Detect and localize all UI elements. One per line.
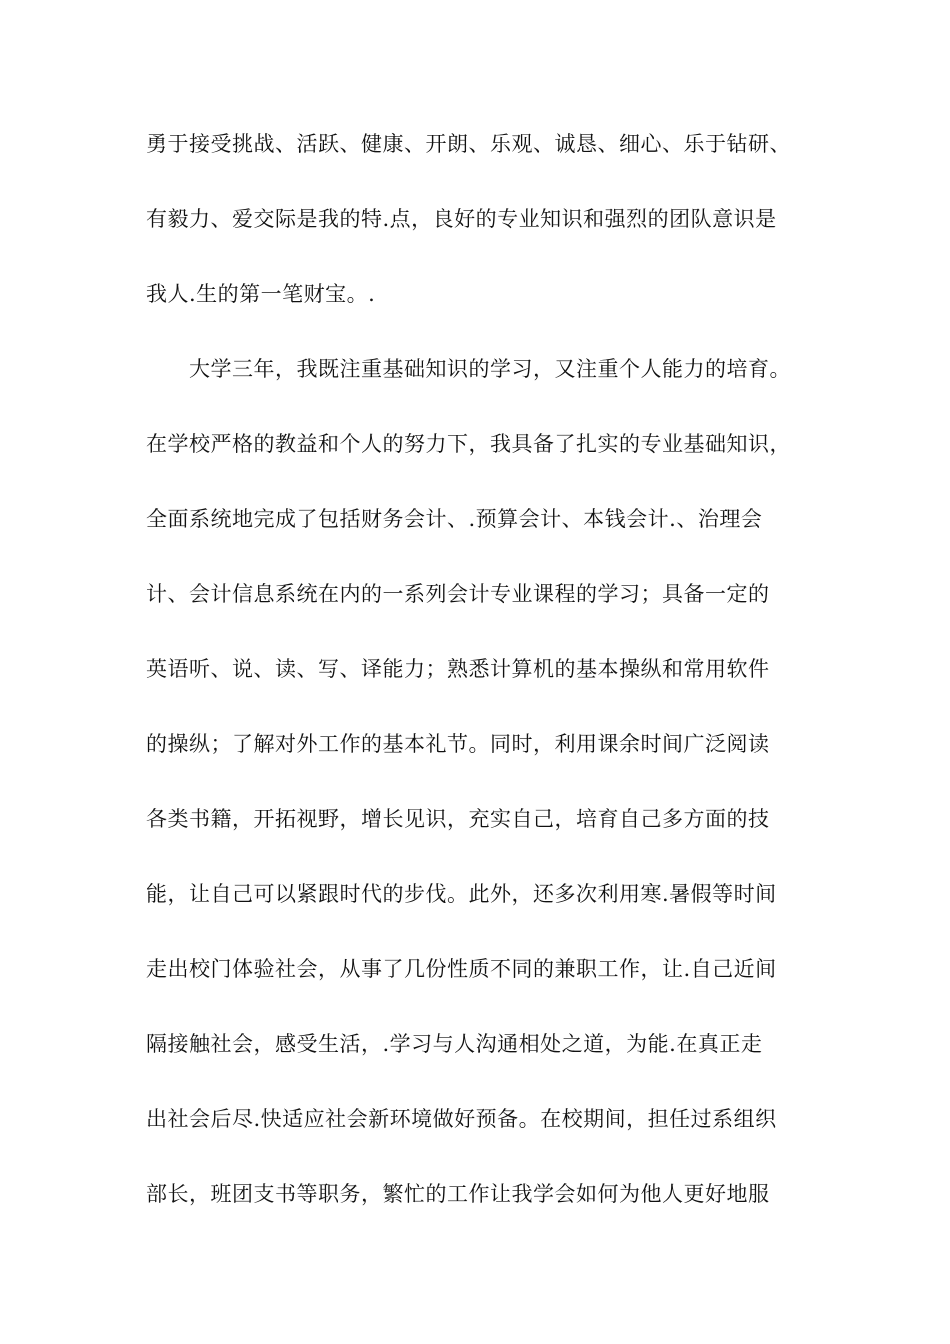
text-line: 的操纵；了解对外工作的基本礼节。同时，利用课余时间广泛阅读: [146, 732, 770, 756]
paragraph-first-line: 大学三年，我既注重基础知识的学习，又注重个人能力的培育。: [189, 357, 791, 381]
text-line: 勇于接受挑战、活跃、健康、开朗、乐观、诚恳、细心、乐于钻研、: [146, 132, 791, 156]
text-line: 部长，班团支书等职务，繁忙的工作让我学会如何为他人更好地服: [146, 1182, 770, 1206]
text-line: 计、会计信息系统在内的一系列会计专业课程的学习；具备一定的: [146, 582, 770, 606]
text-line: 有毅力、爱交际是我的特.点，良好的专业知识和强烈的团队意识是: [146, 207, 777, 231]
document-body: [146, 126, 836, 1251]
text-line: 全面系统地完成了包括财务会计、.预算会计、本钱会计.、治理会: [146, 507, 763, 531]
text-line: 各类书籍，开拓视野，增长见识，充实自己，培育自己多方面的技: [146, 807, 770, 831]
text-line: 在学校严格的教益和个人的努力下，我具备了扎实的专业基础知识，: [146, 432, 791, 456]
text-line: 隔接触社会，感受生活，.学习与人沟通相处之道，为能.在真正走: [146, 1032, 763, 1056]
text-line: 我人.生的第一笔财宝。.: [146, 282, 376, 306]
text-line: 英语听、说、读、写、译能力；熟悉计算机的基本操纵和常用软件: [146, 657, 770, 681]
text-line: 能，让自己可以紧跟时代的步伐。此外，还多次利用寒.暑假等时间: [146, 882, 777, 906]
text-line: 出社会后尽.快适应社会新环境做好预备。在校期间，担任过系组织: [146, 1107, 777, 1131]
text-line: 走出校门体验社会，从事了几份性质不同的兼职工作，让.自己近间: [146, 957, 777, 981]
